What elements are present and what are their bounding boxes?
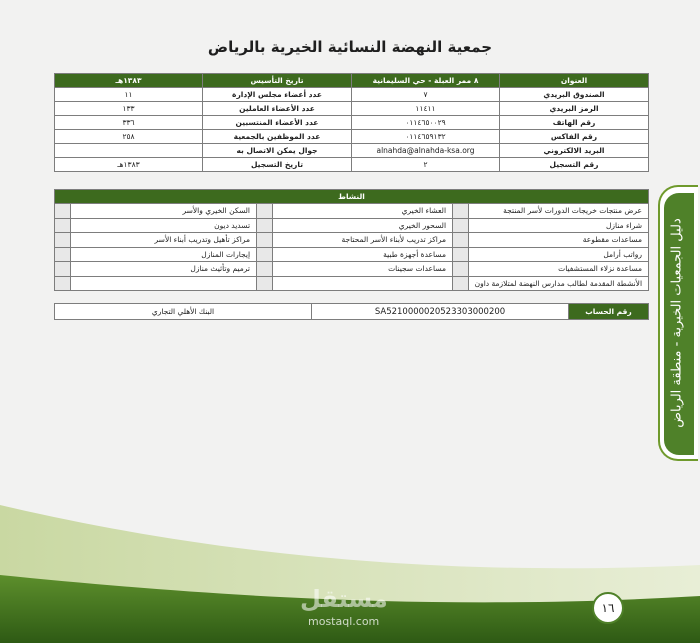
activity-cell: رواتب أرامل xyxy=(469,247,649,262)
activities-header-row xyxy=(55,190,649,204)
activity-cell: ترميم وتأثيث منازل xyxy=(71,262,257,277)
activity-box xyxy=(257,218,273,233)
info-label: عدد أعضاء مجلس الإدارة xyxy=(203,88,352,102)
activity-box xyxy=(453,218,469,233)
info-row xyxy=(55,102,649,116)
activity-cell: مراكز تدريب لأبناء الأسر المحتاجة xyxy=(273,233,453,248)
info-value: ٣٣٦ xyxy=(55,116,203,130)
info-label: الرمز البريدي xyxy=(500,102,649,116)
activity-row xyxy=(55,262,649,277)
activity-box xyxy=(257,276,273,291)
activity-box xyxy=(55,218,71,233)
activity-cell: مراكز تأهيل وتدريب أبناء الأسر xyxy=(71,233,257,248)
info-value: ١٣٣ xyxy=(55,102,203,116)
activity-cell: العشاء الخيري xyxy=(273,204,453,219)
account-number: SA5210000020523303000200 xyxy=(312,304,569,320)
activity-row xyxy=(55,204,649,219)
activity-box xyxy=(257,262,273,277)
info-label: تاريخ التسجيل xyxy=(203,158,352,172)
activity-box xyxy=(453,233,469,248)
info-value: ١٣٨٣هـ xyxy=(55,158,203,172)
info-value: ٧ xyxy=(352,88,500,102)
activity-box xyxy=(257,247,273,262)
info-row xyxy=(55,144,649,158)
info-label: البريد الالكتروني xyxy=(500,144,649,158)
activity-box xyxy=(55,262,71,277)
activity-box xyxy=(55,204,71,219)
activity-box xyxy=(55,247,71,262)
activity-row xyxy=(55,233,649,248)
info-label: رقم الفاكس xyxy=(500,130,649,144)
info-value: ٠١١٤٦٥٠٠٢٩ xyxy=(352,116,500,130)
activity-cell: إيجارات المنازل xyxy=(71,247,257,262)
activity-cell: عرض منتجات خريجات الدورات لأسر المنتجة xyxy=(469,204,649,219)
info-header-address-value: ٨ ممر العبلة - حي السليمانية xyxy=(352,74,500,88)
info-header-row xyxy=(55,74,649,88)
account-row xyxy=(55,304,649,320)
info-table xyxy=(54,73,649,172)
activity-row xyxy=(55,276,649,291)
watermark-latin: mostaql.com xyxy=(308,615,380,628)
info-value: ٢٥٨ xyxy=(55,130,203,144)
info-value: ٢ xyxy=(352,158,500,172)
info-value: ١١ xyxy=(55,88,203,102)
activity-box xyxy=(453,262,469,277)
info-label: عدد الموظفين بالجمعية xyxy=(203,130,352,144)
info-value: ٠١١٤٦٥٩١٣٢ xyxy=(352,130,500,144)
page-title: جمعية النهضة النسائية الخيرية بالرياض xyxy=(207,38,493,56)
activity-cell xyxy=(71,276,257,291)
activity-cell: مساعدة نزلاء المستشفيات xyxy=(469,262,649,277)
info-value xyxy=(55,144,203,158)
activity-cell: مساعدات سجينات xyxy=(273,262,453,277)
info-row xyxy=(55,158,649,172)
activity-cell: السحور الخيري xyxy=(273,218,453,233)
activity-box xyxy=(453,276,469,291)
activity-box xyxy=(257,233,273,248)
activity-cell: الأنشطة المقدمة لطالب مدارس النهضة لمتلازمة داون xyxy=(469,276,649,291)
bank-name: البنك الأهلي التجاري xyxy=(55,304,312,320)
info-row xyxy=(55,116,649,130)
info-value: ١١٤١١ xyxy=(352,102,500,116)
activity-cell: مساعدة أجهزة طبية xyxy=(273,247,453,262)
activities-table xyxy=(54,189,649,291)
info-label: عدد الأعضاء العاملين xyxy=(203,102,352,116)
account-label: رقم الحساب xyxy=(569,304,649,320)
info-label: الصندوق البريدي xyxy=(500,88,649,102)
activity-cell xyxy=(273,276,453,291)
activity-row xyxy=(55,247,649,262)
info-header-address: العنوان xyxy=(500,74,649,88)
activity-row xyxy=(55,218,649,233)
info-header-founding: تاريخ التأسيس xyxy=(203,74,352,88)
info-label: رقم الهاتف xyxy=(500,116,649,130)
info-row xyxy=(55,130,649,144)
activity-cell: مساعدات مقطوعة xyxy=(469,233,649,248)
activity-box xyxy=(55,233,71,248)
info-row xyxy=(55,88,649,102)
side-tab-label: دليل الجمعيات الخيرية - منطقة الرياض xyxy=(669,218,685,428)
info-header-founding-value: ١٣٨٣هـ xyxy=(55,74,203,88)
activity-cell: تسديد ديون xyxy=(71,218,257,233)
activities-header: النشاط xyxy=(55,190,649,204)
activity-box xyxy=(55,276,71,291)
activity-box xyxy=(453,204,469,219)
activity-box xyxy=(453,247,469,262)
activity-cell: السكن الخيري والأسر xyxy=(71,204,257,219)
info-label: جوال يمكن الاتصال به xyxy=(203,144,352,158)
info-label: عدد الأعضاء المنتسبين xyxy=(203,116,352,130)
account-table xyxy=(54,303,649,320)
activity-cell: شراء منازل xyxy=(469,218,649,233)
info-email-value: alnahda@alnahda-ksa.org xyxy=(352,144,500,158)
watermark-arabic: مستقل xyxy=(300,585,388,613)
activity-box xyxy=(257,204,273,219)
info-label: رقم التسجيل xyxy=(500,158,649,172)
page-number: ١٦ xyxy=(592,592,624,624)
